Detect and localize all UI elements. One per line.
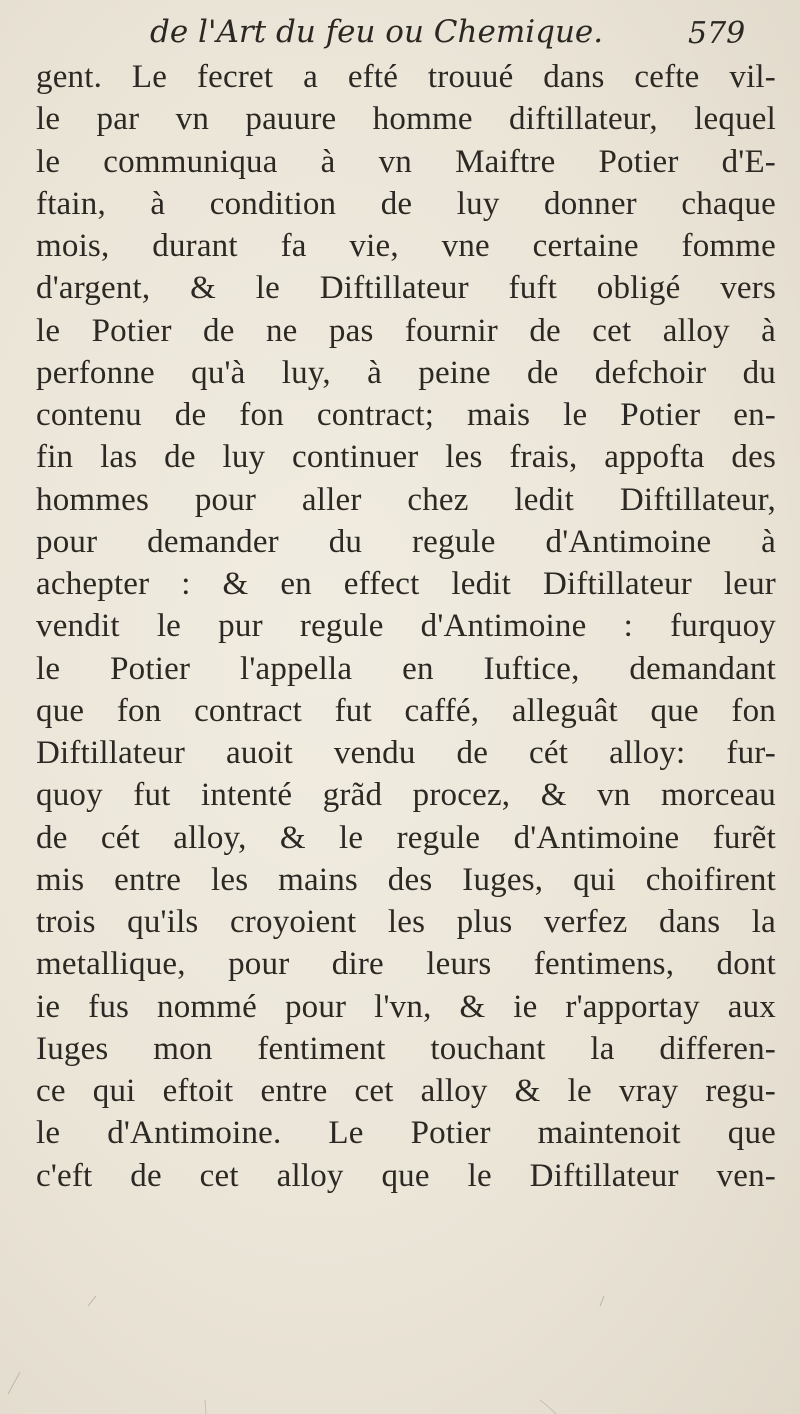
text-line: Iuges mon fentiment touchant la differen-: [36, 1030, 776, 1067]
body-text: [36, 56, 776, 1197]
text-line: de cét alloy, & le regule d'Antimoine furẽt: [36, 819, 776, 856]
text-line: le Potier de ne pas fournir de cet alloy à: [36, 312, 776, 349]
text-line: achepter : & en effect ledit Diftillateur leur: [36, 566, 776, 602]
text-line: perfonne qu'à luy, à peine de defchoir du: [36, 354, 776, 391]
page-bottom-margin: [0, 1110, 800, 1414]
text-line: trois qu'ils croyoient les plus verfez dans la: [36, 904, 776, 940]
text-line: vendit le pur regule d'Antimoine : furquoy: [36, 608, 776, 645]
text-line: fin las de luy continuer les frais, appofta des: [36, 439, 776, 476]
text-line: ie fus nommé pour l'vn, & ie r'apportay aux: [36, 988, 776, 1025]
text-line: le communiqua à vn Maiftre Potier d'E-: [36, 143, 776, 180]
text-line: gent. Le fecret a efté trouué dans cefte vil-: [36, 59, 776, 95]
text-line: ce qui eftoit entre cet alloy & le vray regu-: [36, 1073, 776, 1109]
page-number: 579: [688, 16, 746, 51]
text-line: metallique, pour dire leurs fentimens, dont: [36, 946, 776, 983]
paper-texture-marks: [0, 1110, 800, 1414]
text-line: le d'Antimoine. Le Potier maintenoit que: [36, 1115, 776, 1152]
text-line: Diftillateur auoit vendu de cét alloy: fur-: [36, 735, 776, 771]
text-line: contenu de fon contract; mais le Potier en-: [36, 397, 776, 433]
text-line: ftain, à condition de luy donner chaque: [36, 185, 776, 222]
text-line: quoy fut intenté grãd procez, & vn morceau: [36, 777, 776, 814]
text-line: hommes pour aller chez ledit Diftillateur,: [36, 481, 776, 518]
text-line: pour demander du regule d'Antimoine à: [36, 523, 776, 560]
text-line: mois, durant fa vie, vne certaine fomme: [36, 228, 776, 264]
running-title: de l'Art du feu ou Chemique.: [150, 14, 604, 50]
text-line: que fon contract fut caffé, alleguât que fon: [36, 692, 776, 729]
text-line: c'eft de cet alloy que le Diftillateur ven-: [36, 1157, 776, 1194]
text-line: le Potier l'appella en Iuftice, demandant: [36, 650, 776, 687]
text-line: d'argent, & le Diftillateur fuft obligé vers: [36, 270, 776, 307]
text-line: mis entre les mains des Iuges, qui choifirent: [36, 861, 776, 898]
page-header: [0, 12, 800, 58]
text-line: le par vn pauure homme diftillateur, lequel: [36, 101, 776, 138]
